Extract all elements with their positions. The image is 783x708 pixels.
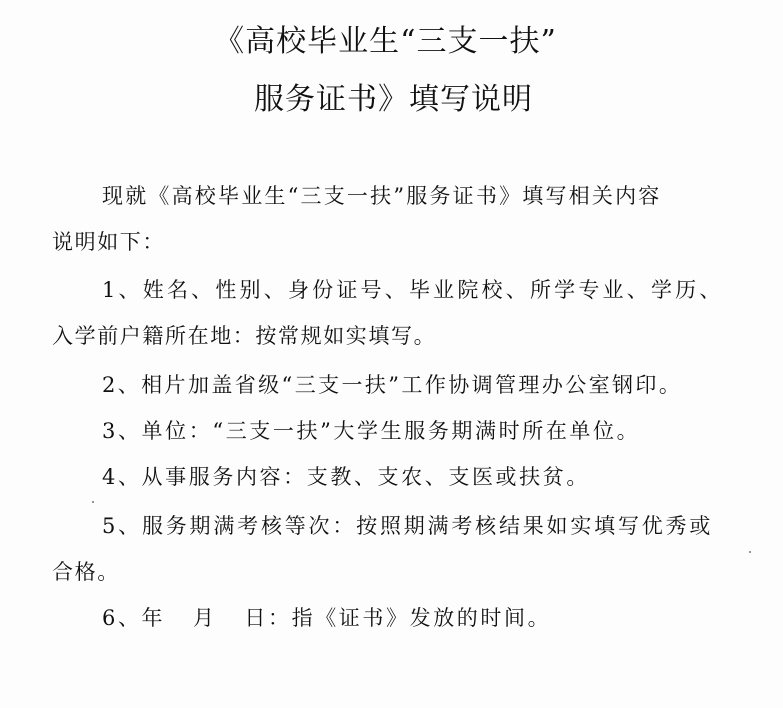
intro-line-1: 现就《高校毕业生“三支一扶”服务证书》填写相关内容 (102, 184, 662, 208)
item-1-line-2: 入学前户籍所在地：按常规如实填写。 (52, 324, 437, 348)
item-5-line-2: 合格。 (52, 560, 120, 584)
scan-speck (749, 551, 751, 553)
item-2: 2、相片加盖省级“三支一扶”工作协调管理办公室钢印。 (102, 373, 683, 397)
scan-speck (92, 501, 94, 503)
document-title-line-2: 服务证书》填写说明 (254, 82, 533, 117)
item-3: 3、单位：“三支一扶”大学生服务期满时所在单位。 (102, 419, 641, 443)
item-5-line-1: 5、服务期满考核等次：按照期满考核结果如实填写优秀或 (102, 514, 714, 538)
item-1-line-1: 1、姓名、性别、身份证号、毕业院校、所学专业、学历、 (102, 278, 724, 302)
document-title-line-1: 《高校毕业生“三支一扶” (214, 24, 557, 59)
intro-line-2: 说明如下： (52, 230, 165, 254)
item-4: 4、从事服务内容：支教、支农、支医或扶贫。 (102, 465, 590, 489)
item-6: 6、年 月 日：指《证书》发放的时间。 (102, 606, 552, 630)
